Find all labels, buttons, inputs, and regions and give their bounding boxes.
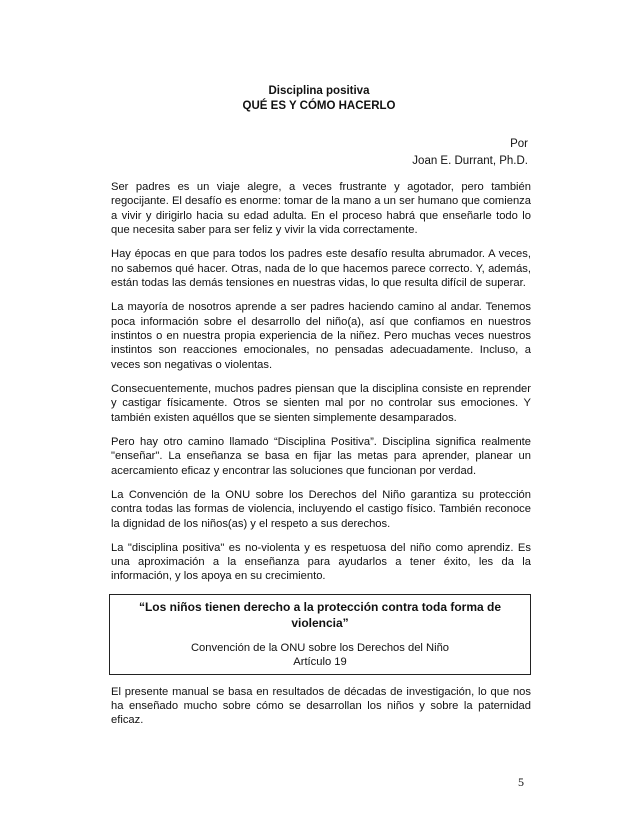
author-block [412,136,528,170]
document-title: Disciplina positiva [268,85,370,97]
author-by: Por [510,138,528,150]
paragraph: Consecuentemente, muchos padres piensan que la disciplina consiste en reprender y castigar físicamente. Otros se sienten mal por no controlar sus emociones. Y también existen aquéllos que se sienten simplemente desamparados. [111,382,531,424]
title-block [0,84,638,114]
quote-source: Convención de la ONU sobre los Derechos del Niño [190,641,450,654]
paragraph: La Convención de la ONU sobre los Derechos del Niño garantiza su protección contra todas las formas de violencia, incluyendo el castigo físico. También reconoce la dignidad de los niños(as) y el respeto a sus derechos. [111,488,531,530]
paragraph: La "disciplina positiva" es no-violenta y es respetuosa del niño como aprendiz. Es una aproximación a la enseñanza para ayudarlos a tener éxito, les da la información, y los apoya en su crecimiento. [111,541,531,583]
quote-text: “Los niños tienen derecho a la protección contra toda forma de violencia” [138,599,502,630]
quote-box [109,594,531,675]
paragraph: Ser padres es un viaje alegre, a veces frustrante y agotador, pero también regocijante. El desafío es enorme: tomar de la mano a un ser humano que comienza a vivir y dirigirlo hacia su edad adulta. En el proceso habrá que enseñarle todo lo que necesita saber para ser feliz y vivir la vida correctamente. [111,181,531,237]
page-number: 5 [518,775,524,789]
closing-paragraph: El presente manual se basa en resultados de décadas de investigación, lo que nos ha enseñado mucho sobre cómo se desarrollan los niños y sobre la paternidad eficaz. [111,685,531,727]
author-name: Joan E. Durrant, Ph.D. [412,155,528,167]
paragraph: Hay épocas en que para todos los padres este desafío resulta abrumador. A veces, no sabemos qué hacer. Otras, nada de lo que hacemos parece correcto. Y, además, están todas las demás tensiones en nuestras vidas, lo que resulta difícil de superar. [111,248,531,290]
document-subtitle: QUÉ ES Y CÓMO HACERLO [242,100,396,112]
body-text [111,180,531,737]
paragraph: Pero hay otro camino llamado “Disciplina Positiva”. Disciplina significa realmente "enseñar". La enseñanza se basa en fijar las metas para aprender, planear un acercamiento eficaz y encontrar las soluciones que funcionan por verdad. [111,435,531,477]
paragraph: La mayoría de nosotros aprende a ser padres haciendo camino al andar. Tenemos poca información sobre el desarrollo del niño(a), así que confiamos en nuestros instintos o en nuestra propia experiencia de la niñez. Pero muchas veces nuestros instintos son reacciones emocionales, no pensadas adecuadamente. Incluso, a veces son negativas o violentas. [111,301,531,371]
quote-article: Artículo 19 [293,655,347,668]
